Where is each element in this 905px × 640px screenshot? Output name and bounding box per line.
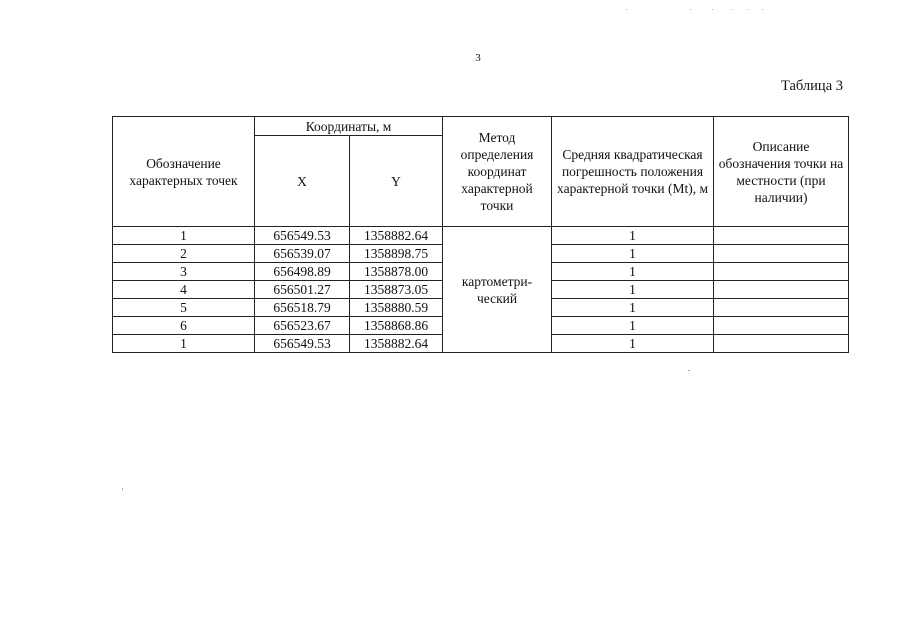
row-description (714, 227, 849, 245)
page-number: 3 (475, 52, 481, 64)
row-point-label: 5 (113, 299, 255, 317)
row-y: 1358873.05 (350, 281, 443, 299)
row-mt: 1 (552, 317, 714, 335)
row-mt: 1 (552, 245, 714, 263)
row-x: 656501.27 (255, 281, 350, 299)
header-method: Метод определения координат характерной точки (443, 117, 552, 227)
row-y: 1358898.75 (350, 245, 443, 263)
row-x: 656549.53 (255, 335, 350, 353)
row-x: 656549.53 (255, 227, 350, 245)
scan-speck (122, 488, 123, 490)
row-description (714, 335, 849, 353)
scan-speck (712, 9, 713, 10)
row-y: 1358868.86 (350, 317, 443, 335)
scan-speck (732, 9, 733, 10)
row-x: 656539.07 (255, 245, 350, 263)
table-body (113, 227, 849, 353)
row-y: 1358878.00 (350, 263, 443, 281)
scan-speck (626, 9, 627, 10)
row-x: 656498.89 (255, 263, 350, 281)
scan-speck (688, 370, 690, 371)
row-mt: 1 (552, 227, 714, 245)
row-x: 656523.67 (255, 317, 350, 335)
row-description (714, 245, 849, 263)
table-row (113, 227, 849, 245)
header-description: Описание обозначения точки на местности (при наличии) (714, 117, 849, 227)
scan-speck (690, 9, 691, 10)
row-point-label: 3 (113, 263, 255, 281)
scan-speck (762, 9, 763, 10)
row-mt: 1 (552, 263, 714, 281)
coordinates-table-wrapper (112, 116, 849, 353)
row-description (714, 281, 849, 299)
coordinates-table (112, 116, 849, 353)
row-description (714, 317, 849, 335)
row-mt: 1 (552, 281, 714, 299)
row-point-label: 2 (113, 245, 255, 263)
scan-speck (748, 9, 749, 10)
row-point-label: 1 (113, 335, 255, 353)
row-description (714, 263, 849, 281)
row-y: 1358880.59 (350, 299, 443, 317)
row-point-label: 1 (113, 227, 255, 245)
row-y: 1358882.64 (350, 227, 443, 245)
method-value: картометри-ческий (443, 227, 552, 353)
header-coordinates: Координаты, м (255, 117, 443, 136)
header-y: Y (350, 136, 443, 227)
row-point-label: 4 (113, 281, 255, 299)
header-x: X (255, 136, 350, 227)
row-y: 1358882.64 (350, 335, 443, 353)
table-caption: Таблица 3 (780, 78, 843, 94)
header-point-label: Обозначение характерных точек (113, 117, 255, 227)
row-mt: 1 (552, 299, 714, 317)
row-point-label: 6 (113, 317, 255, 335)
row-x: 656518.79 (255, 299, 350, 317)
row-mt: 1 (552, 335, 714, 353)
row-description (714, 299, 849, 317)
header-mean-error: Средняя квадратическая погрешность положения характерной точки (Mt), м (552, 117, 714, 227)
